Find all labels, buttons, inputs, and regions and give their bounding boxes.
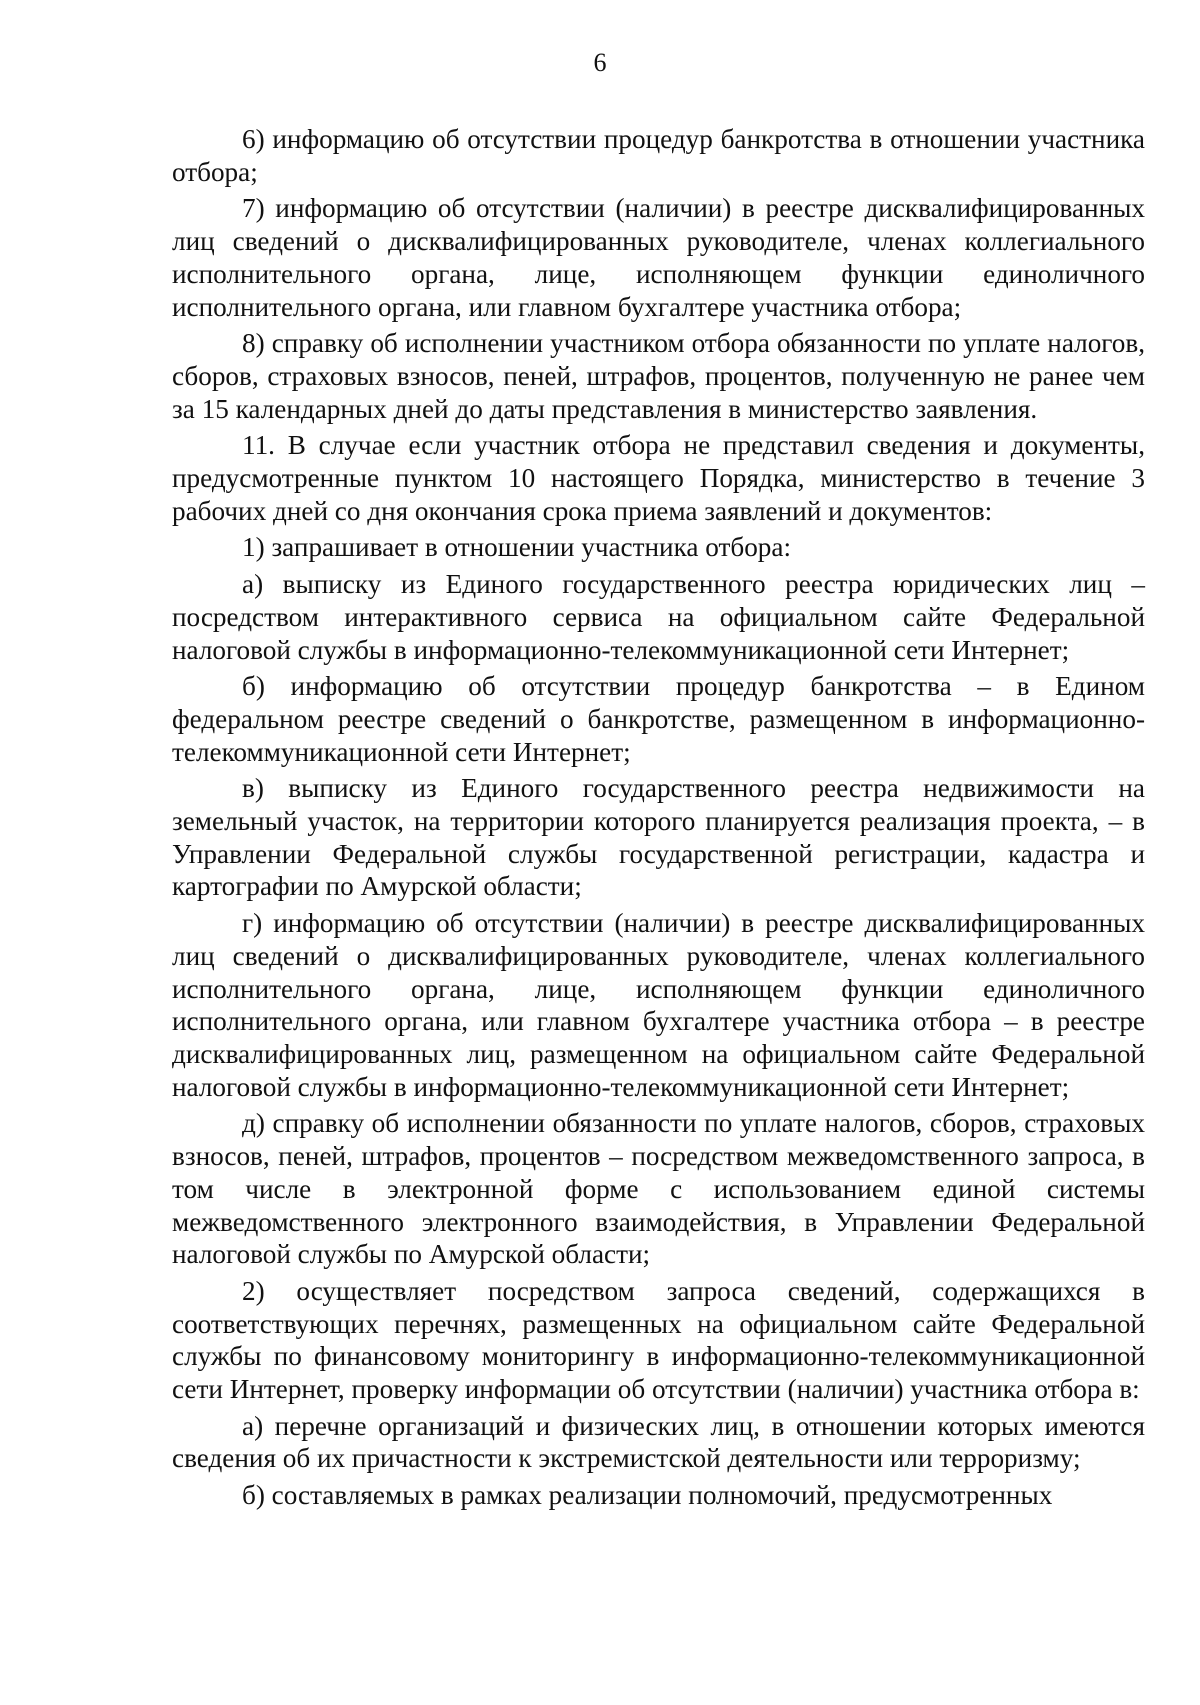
paragraph-subitem-g-disqualified: г) информацию об отсутствии (наличии) в реестре дисквалифицированных лиц сведений о дисквалифицированных руководителе, членах коллегиального исполнительного органа, лице, исполняющем функции единоличного исполнительного органа, или главном бухгалтере участника отбора – в реестре дисквалифицированных лиц, размещенном на официальном сайте Федеральной налоговой службы в информационно-телекоммуникационной сети Интернет; [172, 908, 1145, 1102]
paragraph-item-8-tax-certificate: 8) справку об исполнении участником отбора обязанности по уплате налогов, сборов, страховых взносов, пеней, штрафов, процентов, полученную не ранее чем за 15 календарных дней до даты представления в министерство заявления. [172, 328, 1145, 424]
paragraph-item-6-bankruptcy-info: 6) информацию об отсутствии процедур банкротства в отношении участника отбора; [172, 124, 1145, 187]
page-number: 6 [593, 48, 607, 77]
paragraph-subitem-a-egrul: а) выписку из Единого государственного реестра юридических лиц – посредством интерактивного сервиса на официальном сайте Федеральной налоговой службы в информационно-телекоммуникационной сети Интернет; [172, 569, 1145, 665]
paragraph-item-7-disqualified-registry: 7) информацию об отсутствии (наличии) в реестре дисквалифицированных лиц сведений о дисквалифицированных руководителе, членах коллегиального исполнительного органа, лице, исполняющем функции единоличного исполнительного органа, или главном бухгалтере участника отбора; [172, 193, 1145, 322]
paragraph-subitem-1-requests: 1) запрашивает в отношении участника отбора: [242, 532, 792, 563]
paragraph-subitem-b-bankruptcy-registry: б) информацию об отсутствии процедур банкротства – в Едином федеральном реестре сведений о банкротстве, размещенном в информационно-телекоммуникационной сети Интернет; [172, 671, 1145, 767]
paragraph-subitem-a-extremism-list: а) перечне организаций и физических лиц, в отношении которых имеются сведения об их причастности к экстремистской деятельности или терроризму; [172, 1410, 1145, 1474]
paragraph-section-11: 11. В случае если участник отбора не представил сведения и документы, предусмотренные пунктом 10 настоящего Порядка, министерство в течение 3 рабочих дней со дня окончания срока приема заявлений и документов: [172, 430, 1145, 526]
paragraph-subitem-v-egrn: в) выписку из Единого государственного реестра недвижимости на земельный участок, на территории которого планируется реализация проекта, – в Управлении Федеральной службы государственной регистрации, кадастра и картографии по Амурской области; [172, 773, 1145, 902]
document-body [172, 123, 1145, 1516]
paragraph-subitem-2-fin-monitoring: 2) осуществляет посредством запроса сведений, содержащихся в соответствующих перечнях, размещенных на официальном сайте Федеральной службы по финансовому мониторингу в информационно-телекоммуникационной сети Интернет, проверку информации об отсутствии (наличии) участника отбора в: [172, 1275, 1145, 1405]
paragraph-subitem-b-lists-continued: б) составляемых в рамках реализации полномочий, предусмотренных [242, 1480, 1053, 1511]
paragraph-subitem-d-tax-certificate: д) справку об исполнении обязанности по уплате налогов, сборов, страховых взносов, пеней, штрафов, процентов – посредством межведомственного запроса, в том числе в электронной форме с использованием единой системы межведомственного электронного взаимодействия, в Управлении Федеральной налоговой службы по Амурской области; [172, 1108, 1145, 1270]
